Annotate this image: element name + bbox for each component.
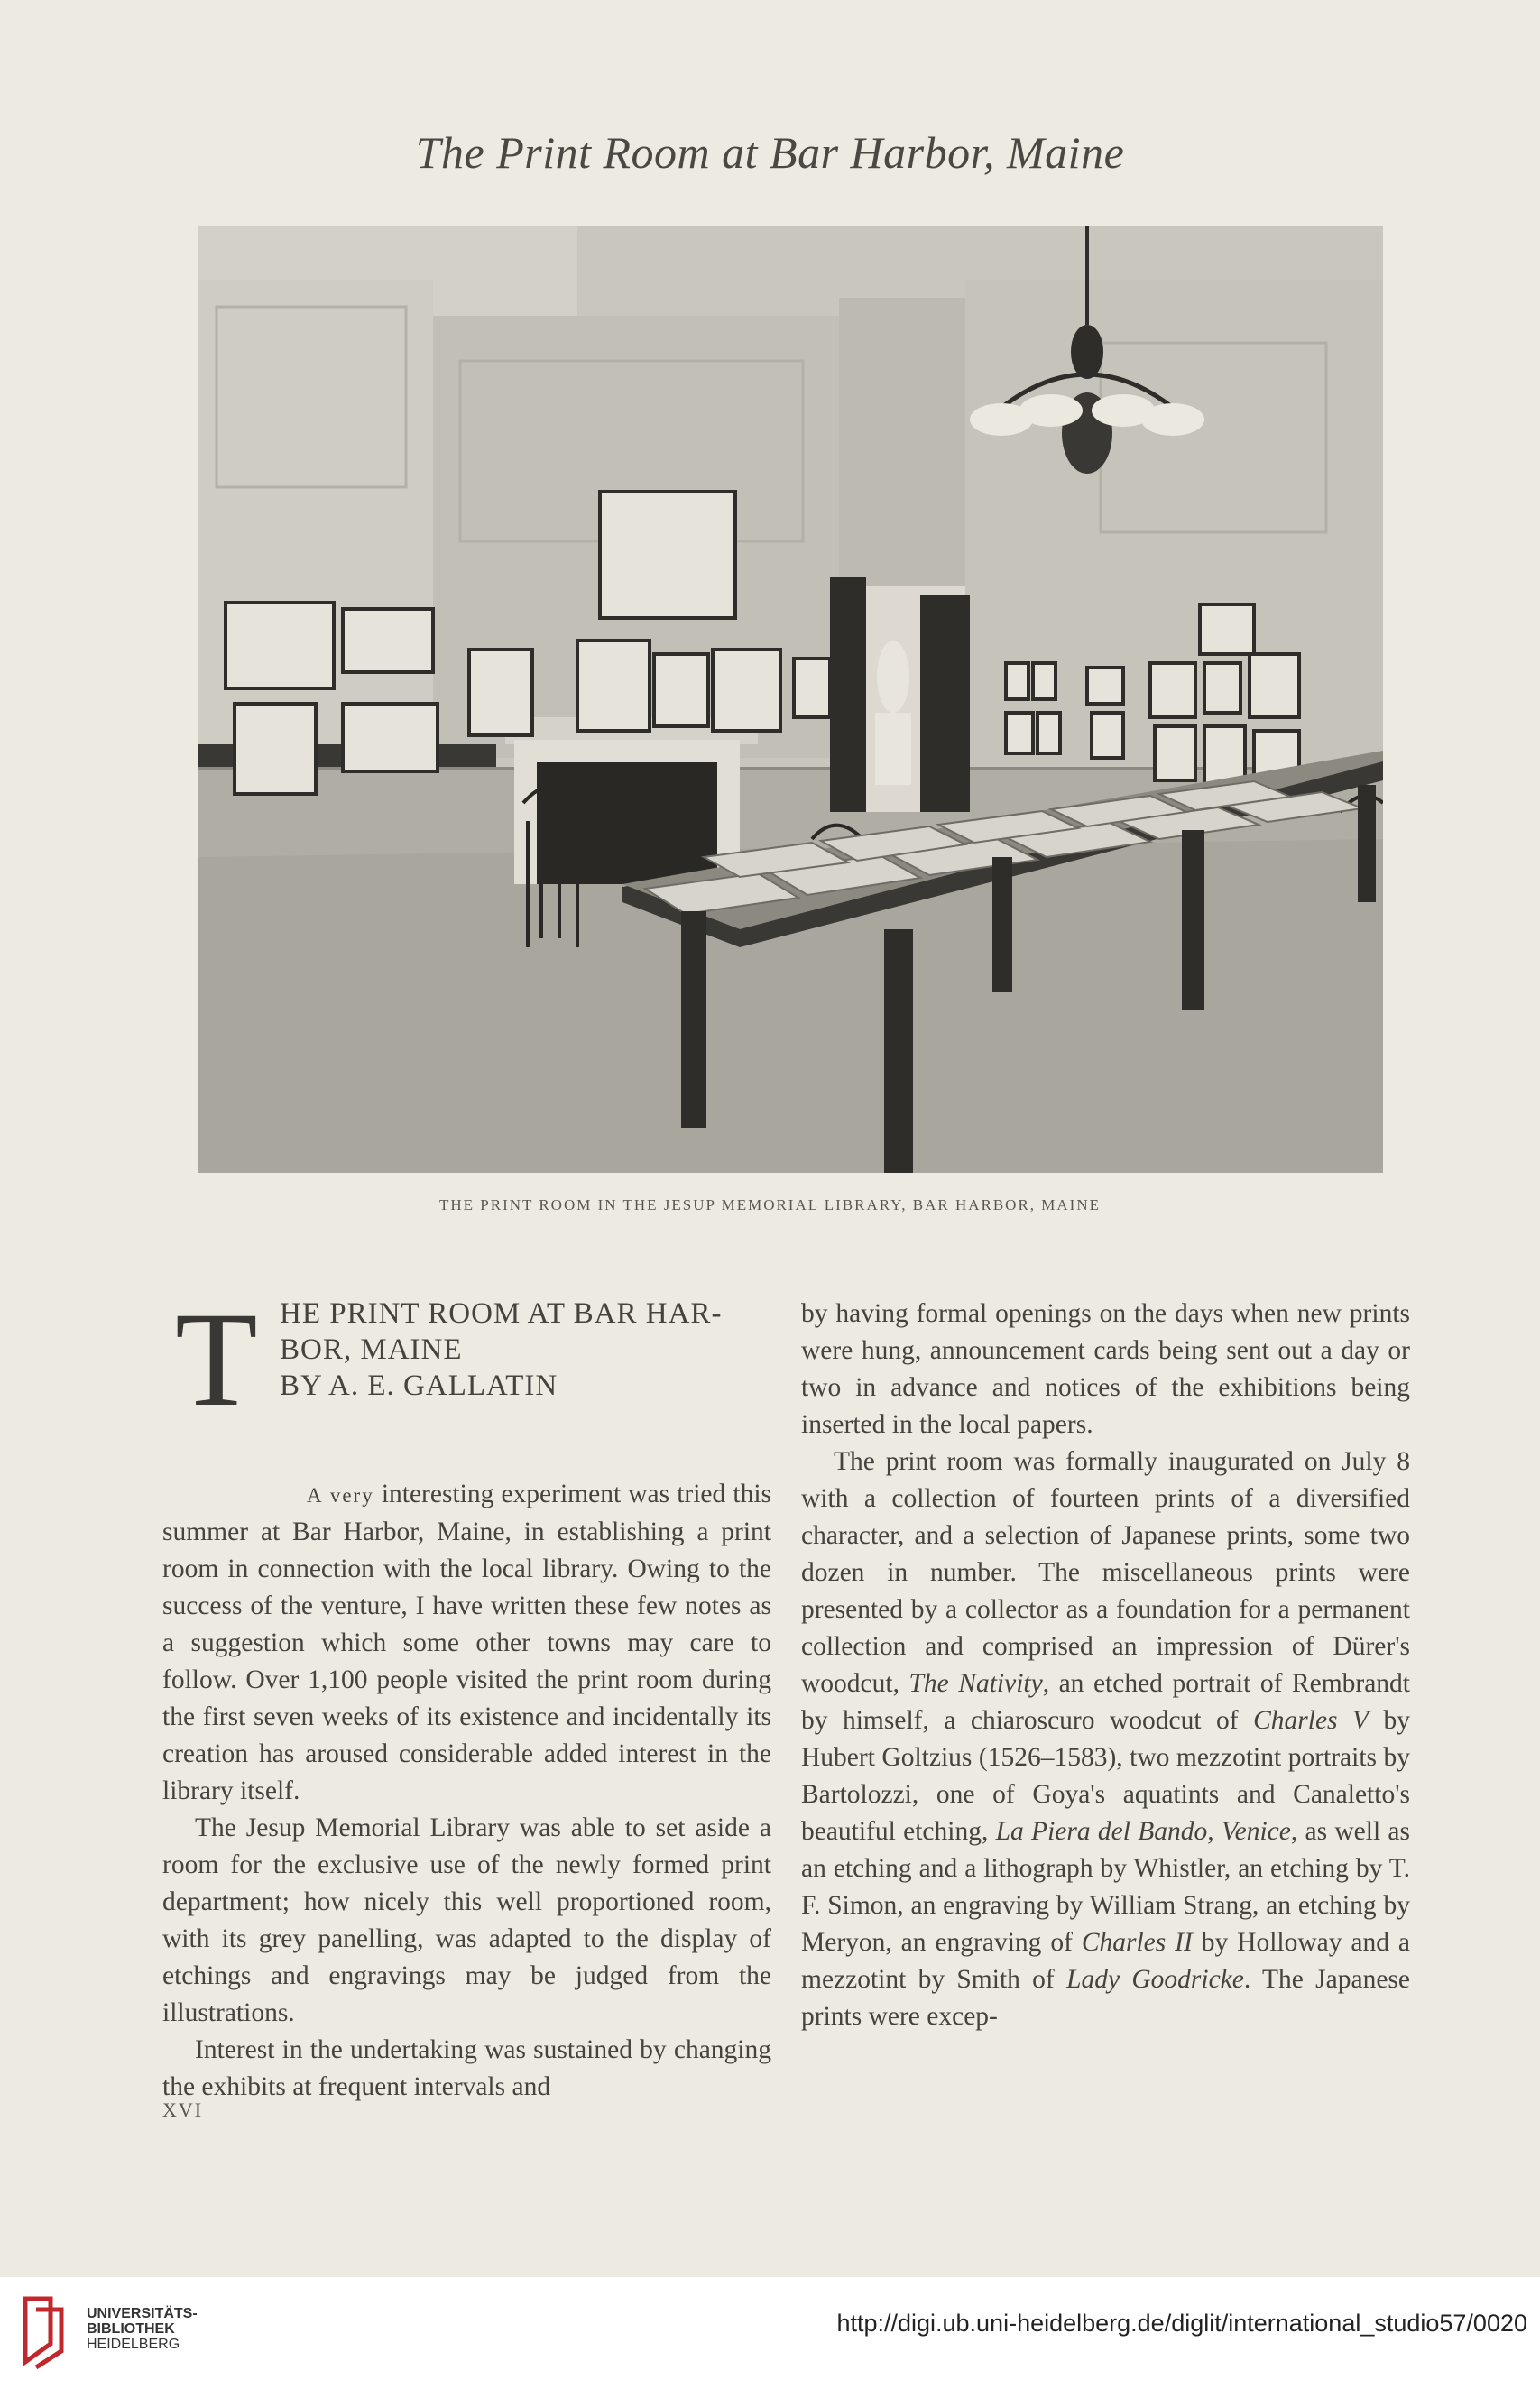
institution-line1: UNIVERSITÄTS- <box>87 2306 198 2321</box>
article-title-line2: BOR, MAINE <box>280 1333 463 1366</box>
p4-text-d: , as well as an etching and a lithograph by Whistler, an etching by T. F. Simon, an engraving by William Strang, an etching by Meryon, an engraving of <box>801 1817 1411 1957</box>
p4-text-c: by Hubert Goltzius (1526–1583), two mezzotint portraits by Bartolozzi, one of Goya's aquatints and Canaletto's beautiful etching, <box>801 1706 1411 1846</box>
paragraph-1-lead: A very <box>307 1484 374 1507</box>
article-title-block <box>162 1285 771 1476</box>
institution-name <box>87 2306 198 2352</box>
paragraph-2: The Jesup Memorial Library was able to set aside a room for the exclusive use of the newly formed print department; how nicely this well proportioned room, with its grey panelling, was adapted to the display of etchings and engravings may be judged from the illustrations. <box>162 1813 771 2027</box>
paragraph-4 <box>801 1444 1410 2035</box>
institution-line2: BIBLIOTHEK <box>87 2321 175 2337</box>
ub-heidelberg-logo-icon <box>18 2290 72 2371</box>
right-column <box>801 1296 1410 2035</box>
p4-title-nativity: The Nativity <box>908 1669 1043 1698</box>
paragraph-3: Interest in the undertaking was sustained by changing the exhibits at frequent intervals and <box>162 2035 771 2101</box>
p4-text-a: The print room was formally inaugurated on July 8 with a collection of fourteen prints of a diversified character, and a selection of Japanese prints, some two dozen in number. The miscellaneous prints were presented by a collector as a foundation for a permanent collection and comprised an impression of Dürer's woodcut, <box>801 1447 1410 1698</box>
article-title-line1: HE PRINT ROOM AT BAR HAR- <box>280 1297 723 1330</box>
p4-text-f: . The Japanese prints were excep- <box>801 1965 1410 2031</box>
running-head: The Print Room at Bar Harbor, Maine <box>415 127 1125 178</box>
institution-line3: HEIDELBERG <box>87 2337 180 2352</box>
p4-title-lady-goodricke: Lady Goodricke <box>1066 1965 1244 1994</box>
print-room-photograph <box>198 226 1383 1173</box>
p4-title-la-piera: La Piera del Bando, Venice <box>995 1817 1291 1846</box>
page-folio: XVI <box>162 2098 204 2121</box>
source-url-link[interactable]: http://digi.ub.uni-heidelberg.de/diglit/international_studio57/0020 <box>836 2310 1527 2337</box>
paragraph-1 <box>162 1476 771 1810</box>
left-column <box>162 1285 772 2106</box>
drop-cap: T <box>175 1285 258 1434</box>
p4-text-b: , an etched portrait of Rembrandt by himself, a chiaroscuro woodcut of <box>801 1669 1410 1735</box>
photo-caption: THE PRINT ROOM IN THE JESUP MEMORIAL LIBRARY, BAR HARBOR, MAINE <box>438 1196 1102 1213</box>
p4-text-e: by Holloway and a mezzotint by Smith of <box>801 1928 1411 1994</box>
p4-title-charles-v: Charles V <box>1253 1706 1369 1735</box>
paragraph-1-text: interesting experiment was tried this summer at Bar Harbor, Maine, in establishing a print room in connection with the local library. Owing to the success of the venture, I have written these few notes as a suggestion which some other towns may care to follow. Over 1,100 people visited the print room during the first seven weeks of its existence and incidentally its creation has aroused considerable added interest in the library itself. <box>162 1480 772 1805</box>
article-byline: BY A. E. GALLATIN <box>280 1370 558 1402</box>
p4-title-charles-ii: Charles II <box>1081 1928 1193 1957</box>
paragraph-3-continued: by having formal openings on the days when new prints were hung, announcement cards being sent out a day or two in advance and notices of the exhibitions being inserted in the local papers. <box>801 1299 1410 1439</box>
